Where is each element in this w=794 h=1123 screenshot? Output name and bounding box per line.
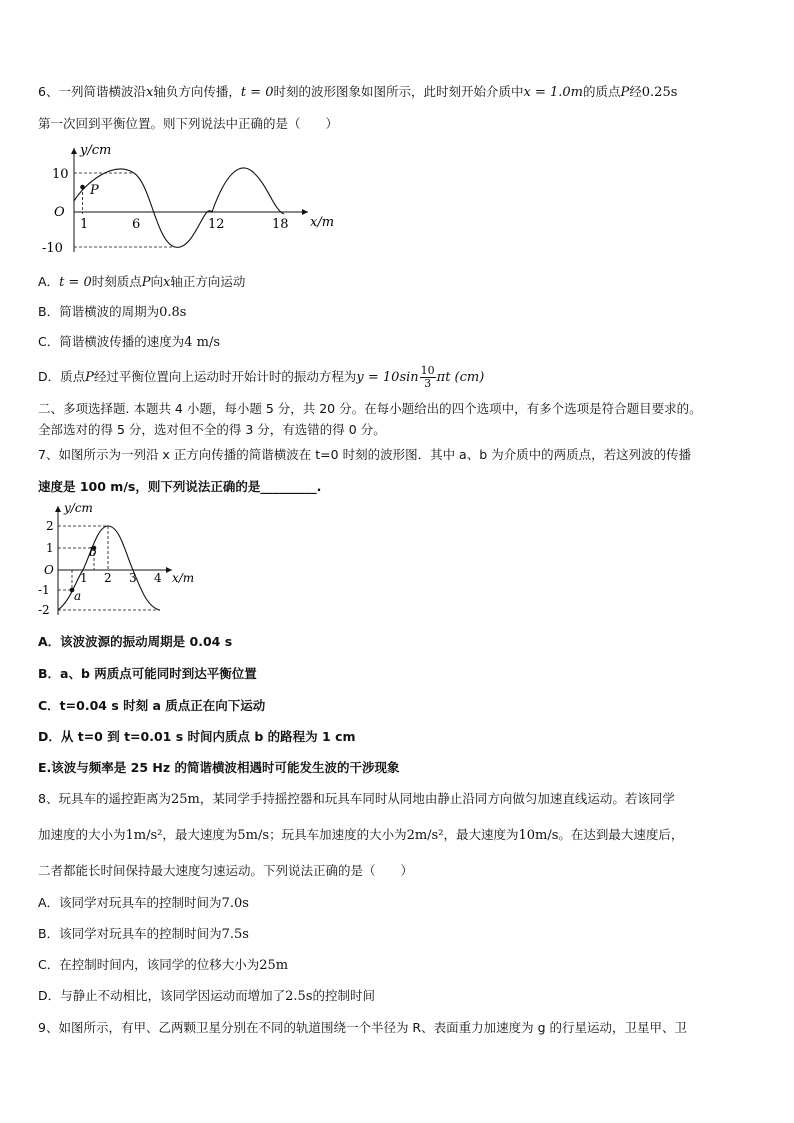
q8-text: ，最大速度为 xyxy=(162,827,238,842)
q6-xtick-6: 6 xyxy=(132,217,141,232)
q7-ytick-neg2: -2 xyxy=(38,603,50,617)
q8-optA-text: A．该同学对玩具车的控制时间为 xyxy=(38,895,222,910)
q8-optB-text: B．该同学对玩具车的控制时间为 xyxy=(38,926,222,941)
q6-option-d xyxy=(38,362,484,393)
q6-optD-fraction xyxy=(420,365,436,390)
q6-optA-text: 向 xyxy=(150,274,163,289)
q8-optD-text: 的控制时间 xyxy=(312,988,376,1003)
q6-optB-value: 0.8s xyxy=(159,305,187,320)
q8-optC-value: 25m xyxy=(259,958,289,973)
q8-option-a xyxy=(38,895,249,912)
q6-var-time: 0.25s xyxy=(641,85,678,100)
q6-var-t0: t = 0 xyxy=(240,85,274,100)
q7-xtick-3: 3 xyxy=(129,571,137,585)
q6-option-c xyxy=(38,334,220,351)
q6-optD-eq: πt (cm) xyxy=(436,370,485,385)
q6-xtick-18: 18 xyxy=(272,217,289,232)
q7-label-b: b xyxy=(89,545,97,559)
q8-value: 1m/s² xyxy=(125,828,163,843)
q6-stem-line2: 第一次回到平衡位置。则下列说法中正确的是（ ） xyxy=(38,116,339,131)
q6-wave-curve xyxy=(74,168,284,247)
q8-text: 。在达到最大速度后， xyxy=(558,827,684,842)
q6-optA-var: P xyxy=(141,275,151,290)
q6-optD-text: D．质点 xyxy=(38,369,86,384)
q8-optD-text: D．与静止不动相比，该同学因运动而增加了 xyxy=(38,988,286,1003)
q7-stem-line1: 7、如图所示为一列沿 x 正方向传播的简谐横波在 t=0 时刻的波形图．其中 a、b 为介质中的两质点，若这列波的传播 xyxy=(38,447,692,462)
q8-value: 25m xyxy=(170,792,200,807)
q7-option-e: E.该波与频率是 25 Hz 的简谐横波相遇时可能发生波的干涉现象 xyxy=(38,760,400,775)
q6-ytick-top: 10 xyxy=(52,167,69,182)
q7-ytick-neg1: -1 xyxy=(38,583,50,597)
q6-origin: O xyxy=(54,205,65,220)
q7-label-a: a xyxy=(74,589,82,603)
q8-text: ，最大速度为 xyxy=(443,827,519,842)
section2-line2: 全部选对的得 5 分，选对但不全的得 3 分，有选错的得 0 分。 xyxy=(38,422,386,437)
q8-stem-line2 xyxy=(38,827,683,844)
q8-value: 5m/s xyxy=(237,828,270,843)
q7-origin: O xyxy=(44,563,54,577)
q8-text: 8、玩具车的遥控距离为 xyxy=(38,791,171,806)
q6-text: 的质点 xyxy=(583,84,621,99)
q7-ytick-2: 2 xyxy=(46,519,54,533)
q6-optA-text: 时刻质点 xyxy=(91,274,142,289)
q6-option-b xyxy=(38,304,186,321)
q6-text: 6、一列简谐横波沿 xyxy=(38,84,146,99)
q6-stem-line1 xyxy=(38,84,677,101)
q7-xtick-4: 4 xyxy=(154,571,162,585)
q8-text: ，某同学手持摇控器和玩具车同时从同地由静止沿同方向做匀加速直线运动。若该同学 xyxy=(199,791,675,806)
q8-text: ；玩具车加速度的大小为 xyxy=(269,827,407,842)
q7-option-b: B．a、b 两质点可能同时到达平衡位置 xyxy=(38,666,257,681)
q6-text: 时刻的波形图象如图所示，此时刻开始介质中 xyxy=(273,84,524,99)
q6-var-xeq: x = 1.0m xyxy=(523,85,583,100)
q6-optD-frac-den: 3 xyxy=(424,377,432,390)
q6-optB-text: B．简谐横波的周期为 xyxy=(38,304,160,319)
q6-xlabel: x/m xyxy=(310,215,335,230)
q7-wave-graph xyxy=(36,500,206,620)
q6-text: 轴负方向传播， xyxy=(153,84,241,99)
q8-text: 加速度的大小为 xyxy=(38,827,126,842)
q6-text: 经 xyxy=(629,84,642,99)
q6-optA-text: 轴正方向运动 xyxy=(170,274,246,289)
q6-point-p xyxy=(80,185,85,190)
q7-xtick-2: 2 xyxy=(104,571,112,585)
q9-stem-line1: 9、如图所示，有甲、乙两颗卫星分别在不同的轨道围绕一个半径为 R、表面重力加速度为 g 的行星运动，卫星甲、卫 xyxy=(38,1020,687,1035)
q7-option-d: D．从 t=0 到 t=0.01 s 时间内质点 b 的路程为 1 cm xyxy=(38,729,356,744)
q8-optC-text: C．在控制时间内，该同学的位移大小为 xyxy=(38,957,260,972)
q8-stem-line3: 二者都能长时间保持最大速度匀速运动。下列说法正确的是（ ） xyxy=(38,863,414,878)
q7-option-a: A．该波波源的振动周期是 0.04 s xyxy=(38,634,233,649)
q6-optA-var: t = 0 xyxy=(59,275,92,290)
q6-ytick-bottom: -10 xyxy=(42,241,63,256)
q8-stem-line1 xyxy=(38,791,675,808)
q8-value: 2m/s² xyxy=(406,828,444,843)
q7-option-c: C．t=0.04 s 时刻 a 质点正在向下运动 xyxy=(38,698,266,713)
q8-optB-value: 7.5s xyxy=(221,927,249,942)
q7-stem-line2: 速度是 100 m/s，则下列说法正确的是_________. xyxy=(38,479,322,494)
q6-var-x: x xyxy=(145,85,154,100)
q8-optD-value: 2.5s xyxy=(285,989,313,1004)
q6-xtick-1: 1 xyxy=(80,217,89,232)
q6-optA-label: A． xyxy=(38,274,60,289)
q7-ytick-1: 1 xyxy=(46,541,54,555)
section2-line1: 二、多项选择题. 本题共 4 小题，每小题 5 分，共 20 分。在每小题给出的四个选项中，有多个选项是符合题目要求的。 xyxy=(38,401,702,416)
q7-ylabel: y/cm xyxy=(64,501,93,515)
q6-optD-text: 经过平衡位置向上运动时开始计时的振动方程为 xyxy=(93,369,357,384)
q6-ylabel: y/cm xyxy=(80,143,112,158)
q8-optA-value: 7.0s xyxy=(221,896,249,911)
q6-wave-graph xyxy=(36,142,346,257)
q6-optD-var: P xyxy=(85,370,94,385)
q6-optC-text: C．简谐横波传播的速度为 xyxy=(38,334,185,349)
q8-value: 10m/s xyxy=(518,828,559,843)
q6-var-P: P xyxy=(620,85,630,100)
q6-optD-frac-num: 10 xyxy=(420,364,435,377)
q6-optC-value: 4 m/s xyxy=(184,335,221,350)
q7-xtick-1: 1 xyxy=(80,571,88,585)
q8-option-b xyxy=(38,926,249,943)
q8-option-d xyxy=(38,988,375,1005)
q6-optD-eq: y = 10sin xyxy=(356,370,419,385)
q6-optA-var: x xyxy=(163,275,171,290)
q6-xtick-12: 12 xyxy=(208,217,225,232)
q6-option-a xyxy=(38,274,245,291)
q8-option-c xyxy=(38,957,288,974)
q6-point-label: P xyxy=(90,183,99,198)
q7-xlabel: x/m xyxy=(172,571,195,585)
